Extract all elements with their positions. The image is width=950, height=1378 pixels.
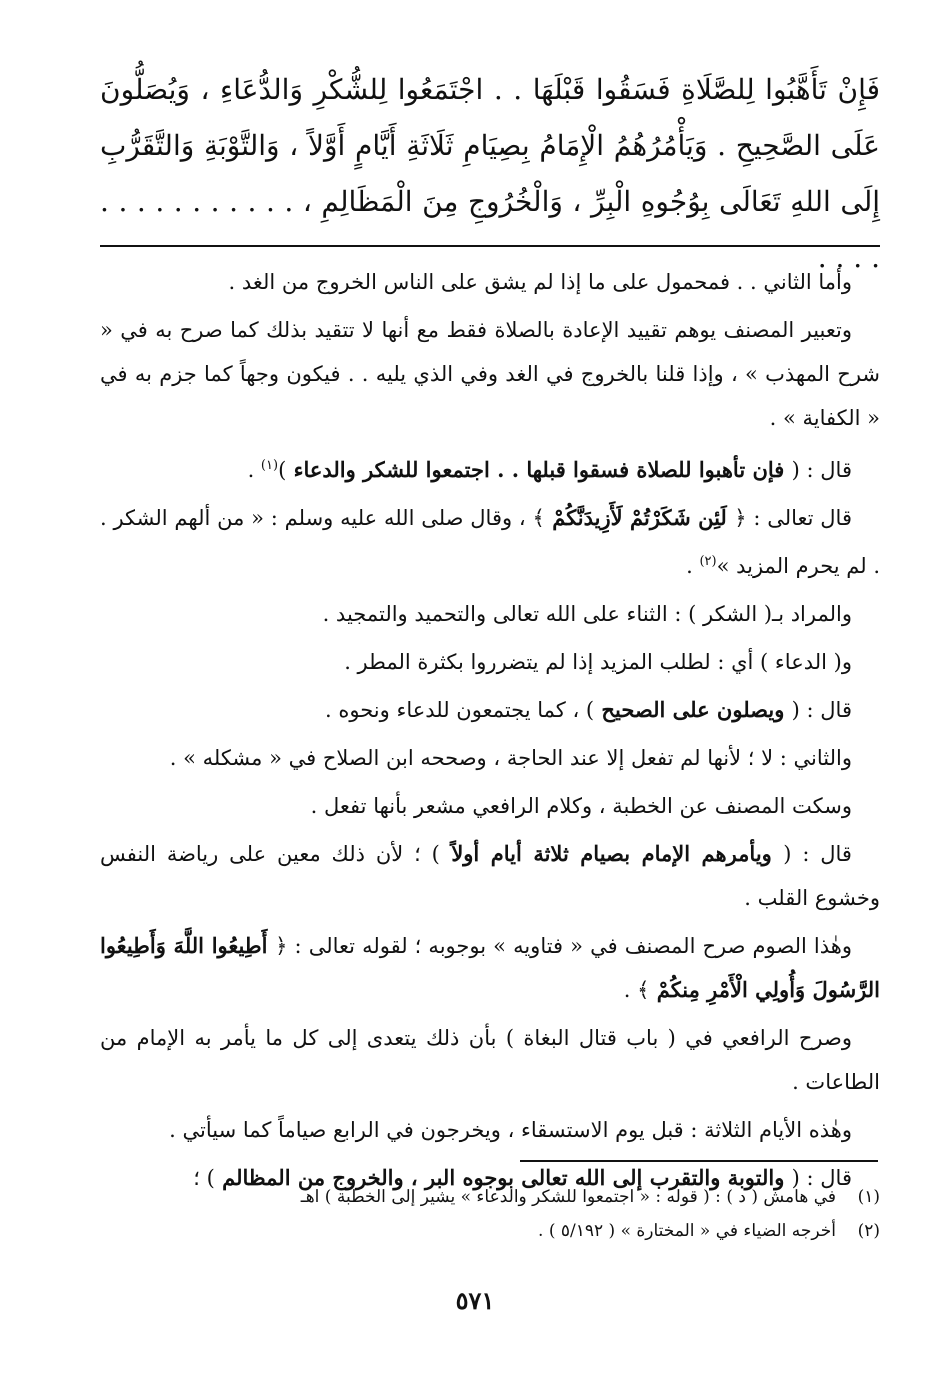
quoted-matn: ويأمرهم الإمام بصيام ثلاثة أيام أولاً: [439, 841, 784, 866]
footnote-text: أخرجه الضياء في « المختارة » ( ٥/١٩٢ ) .: [538, 1221, 836, 1241]
footnote-number: (١): [857, 1187, 880, 1207]
commentary-paragraph: وسكت المصنف عن الخطبة ، وكلام الرافعي مشعر بأنها تفعل .: [310, 794, 852, 818]
footnote-divider: [520, 1160, 878, 1162]
quote-open: قال : (: [791, 458, 852, 482]
commentary-paragraph: وهٰذه الأيام الثلاثة : قبل يوم الاستسقاء ، ويخرجون في الرابع صياماً كما سيأتي .: [169, 1118, 852, 1142]
quran-verse: لَئِن شَكَرْتُمْ لَأَزِيدَنَّكُمْ: [544, 505, 735, 530]
quote-open: قال : (: [783, 842, 852, 866]
commentary-quote-paragraph: [100, 832, 880, 920]
footnote-ref[interactable]: (٢): [699, 554, 717, 569]
main-text-block: [100, 62, 880, 286]
commentary-paragraph: والمراد بـ( الشكر ) : الثناء على الله تعالى والتحميد والتمجيد .: [322, 602, 852, 626]
commentary-paragraph: والثاني : لا ؛ لأنها لم تفعل إلا عند الحاجة ، وصححه ابن الصلاح في « مشكله » .: [169, 746, 852, 770]
quote-open: قال : (: [791, 698, 852, 722]
quote-close: ) ؛: [193, 1166, 215, 1190]
sentence-end: .: [247, 458, 261, 482]
main-text-paragraph: فَإِنْ تَأَهَّبُوا لِلصَّلَاةِ فَسَقُوا قَبْلَهَا . . اجْتَمَعُوا لِلشُّكْرِ وَالدُّعَاءِ ، وَيُصَلُّونَ عَلَى الصَّحِيحِ . وَيَأْمُرُهُمُ الْإِمَامُ بِصِيَامِ ثَلَاثَةِ أَيَّامٍ أَوَّلاً ، وَالتَّوْبَةِ وَالتَّقَرُّبِ إِلَى اللهِ تَعَالَى بِوُجُوهِ الْبِرِّ ، وَالْخُرُوجِ مِنَ الْمَظَالِمِ ، . . . . . . . . . . . . . . .: [100, 73, 880, 274]
quoted-matn: والتوبة والتقرب إلى الله تعالى بوجوه البر ، والخروج من المظالم: [214, 1165, 792, 1190]
page-number: ٥٧١: [455, 1286, 495, 1315]
commentary-block: [100, 260, 880, 1204]
verse-intro: وهٰذا الصوم صرح المصنف في « فتاويه » بوجوبه ؛ لقوله تعالى : ﴿: [275, 934, 852, 958]
footnote-ref[interactable]: (١): [260, 458, 279, 473]
quote-close: ) ؛ لأن ذلك معين على رياضة النفس وخشوع القلب .: [100, 842, 880, 910]
commentary-paragraph: [100, 496, 880, 588]
commentary-paragraph: [100, 924, 880, 1012]
footnote-text: في هامش ( د ) : ( قوله : « اجتمعوا للشكر والدعاء » يشير إلى الخطبة ) اهـ: [300, 1187, 836, 1207]
footnotes-block: [100, 1180, 880, 1248]
quote-close: ) ، كما يجتمعون للدعاء ونحوه .: [325, 698, 595, 722]
verse-close: ﴾ .: [623, 978, 650, 1002]
commentary-quote-paragraph: [100, 688, 880, 732]
quoted-matn: فإن تأهبوا للصلاة فسقوا قبلها . . اجتمعوا للشكر والدعاء: [286, 457, 792, 482]
commentary-quote-paragraph: [100, 444, 880, 492]
quote-close: ): [278, 458, 287, 482]
commentary-paragraph: وتعبير المصنف يوهم تقييد الإعادة بالصلاة فقط مع أنها لا تتقيد بذلك كما صرح به في « شرح المهذب » ، وإذا قلنا بالخروج في الغد وفي الذي يليه . . فيكون وجهاً كما جزم به في « الكفاية » .: [100, 318, 880, 430]
quote-open: قال : (: [791, 1166, 852, 1190]
footnote-number: (٢): [857, 1221, 880, 1241]
hadith-text: ﴾ ، وقال صلى الله عليه وسلم : « من ألهم الشكر . . لم يحرم المزيد »: [100, 506, 880, 578]
quoted-matn: ويصلون على الصحيح: [594, 697, 792, 722]
commentary-paragraph: و( الدعاء ) أي : لطلب المزيد إذا لم يتضرروا بكثرة المطر .: [344, 650, 852, 674]
sentence-end: .: [686, 554, 700, 578]
section-divider: [100, 245, 880, 247]
commentary-paragraph: وأما الثاني . . فمحمول على ما إذا لم يشق على الناس الخروج من الغد .: [228, 270, 852, 294]
footnote-item: [100, 1180, 880, 1214]
verse-intro: قال تعالى : ﴿: [734, 506, 852, 530]
quran-verse: أَطِيعُوا اللَّهَ وَأَطِيعُوا الرَّسُولَ وَأُولِي الْأَمْرِ مِنكُمْ: [100, 933, 880, 1002]
commentary-paragraph: وصرح الرافعي في ( باب قتال البغاة ) بأن ذلك يتعدى إلى كل ما يأمر به الإمام من الطاعات .: [100, 1026, 880, 1094]
footnote-item: [100, 1214, 880, 1248]
